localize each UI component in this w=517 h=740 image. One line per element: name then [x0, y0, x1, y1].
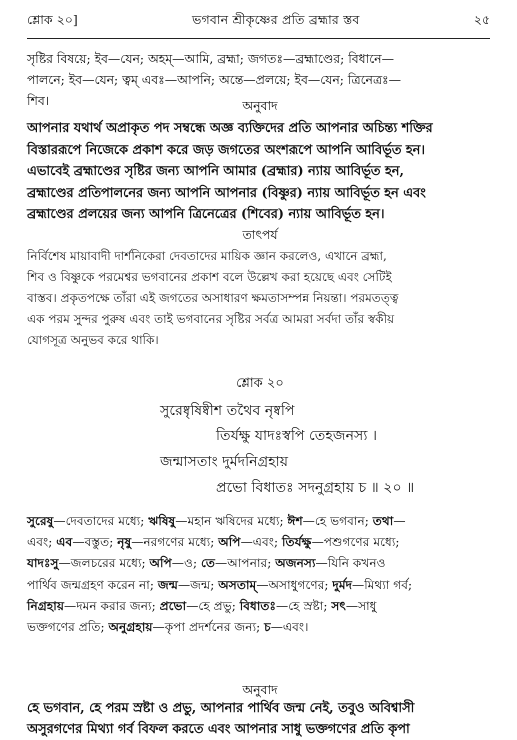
text-line: শিব ও বিষ্ণুকে পরমেশ্বর ভগবানের প্রকাশ বলে উল্লেখ করা হয়েছে এবং সেটিই — [27, 270, 392, 284]
text-line: যোগসূত্র অনুভব করে থাকি। — [27, 333, 159, 347]
synonym-headword: ঈশ — [287, 514, 303, 528]
synonym-headword: এব — [56, 535, 73, 550]
verse-line: তির্যক্ষু যাদঃস্বপি তেহজনস্য । — [216, 428, 378, 444]
synonym-headword: তথা — [372, 514, 394, 528]
translation-heading-2: অনুবাদ — [242, 682, 278, 697]
synonym-headword: অসতাম্ — [218, 577, 257, 592]
verse-line: প্রভো বিধাতঃ সদনুগ্রহায় চ ॥ ২০ ॥ — [216, 480, 415, 496]
purport-text — [27, 246, 493, 351]
synonym-headword: চ — [264, 620, 271, 635]
synonym-line — [27, 617, 493, 638]
text-line: ব্রহ্মাণ্ডের প্রলয়ের জন্য আপনি ত্রিনেত্রের (শিবের) ন্যায় আবির্ভূত হন। — [27, 207, 385, 222]
synonym-gloss: —এবং; — [240, 535, 283, 550]
synonym-headword: অপি — [218, 535, 241, 550]
text-line: সৃষ্টির বিষয়ে; ইব—যেন; অহম্—আমি, ব্রহ্মা; জগতঃ—ব্রহ্মাণ্ডের; বিধানে— — [27, 51, 394, 66]
synonym-gloss: —জলচরের মধ্যে; — [58, 556, 150, 571]
text-line: অসুরগণের মিথ্যা গর্ব বিফল করতে এবং আপনার সাধু ভক্তগণের প্রতি কৃপা — [27, 722, 410, 737]
translation-text — [27, 118, 493, 226]
text-line: শিব। — [27, 93, 50, 108]
synonym-headword: তে — [200, 556, 216, 571]
purport-heading: তাৎপর্য — [242, 227, 278, 242]
synonym-headword: জন্ম — [157, 577, 178, 592]
synonym-gloss: —জন্ম; — [177, 577, 219, 592]
translation-heading: অনুবাদ — [242, 98, 278, 113]
text-line: ব্রহ্মাণ্ডের প্রতিপালনের জন্য আপনি আপনার (বিষ্ণুর) ন্যায় আবির্ভূত হন এবং — [27, 185, 426, 201]
synonym-headword: তির্যক্ষু — [282, 535, 312, 550]
verse-line: সুরেষ্বৃষিষ্বীশ তথৈব নৃষ্বপি — [160, 403, 295, 419]
text-line: নির্বিশেষ মায়াবাদী দার্শনিকেরা দেবতাদের মায়িক জ্ঞান করলেও, এখানে ব্রহ্মা, — [27, 249, 387, 263]
synonym-gloss: —যিনি কখনও — [315, 556, 386, 571]
synonym-headword: বিধাতঃ — [239, 598, 277, 613]
verse-line: জন্মাসতাং দুর্মদনিগ্রহায় — [160, 454, 289, 470]
synonym-gloss: —নরগণের মধ্যে; — [131, 535, 219, 550]
text-line: বাস্তব। প্রকৃতপক্ষে তাঁরা এই জগতের অসাধারণ ক্ষমতাসম্পন্ন নিয়ন্তা। পরমতত্ত্ব — [27, 291, 399, 305]
synonym-headword: নিগ্রহায় — [27, 598, 65, 613]
synonym-gloss: —কৃপা প্রদর্শনের জন্য; — [152, 620, 265, 635]
synonym-headword: যাদঃসু — [27, 556, 59, 571]
synonym-headword: ঋষিষু — [148, 514, 176, 528]
synonym-headword: অজনস্য — [275, 556, 316, 571]
text-line: এভাবেই ব্রহ্মাণ্ডের সৃষ্টির জন্য আপনি আমার (ব্রহ্মার) ন্যায় আবির্ভূত হন, — [27, 164, 404, 179]
synonym-headword: সুরেষু — [27, 514, 54, 528]
synonym-gloss: —মহান ঋষিদের মধ্যে; — [175, 514, 288, 528]
synonym-gloss: —হে ভগবান; — [302, 514, 373, 528]
synonym-line — [27, 553, 493, 574]
synonym-gloss: —দেবতাদের মধ্যে; — [53, 514, 149, 528]
synonym-gloss: —মিথ্যা গর্ব; — [352, 577, 413, 592]
synonym-line — [27, 511, 493, 532]
verse-heading: শ্লোক ২০ — [236, 376, 284, 391]
synonym-gloss: —বস্তুত; — [72, 535, 118, 550]
synonym-headword: অনুগ্রহায় — [108, 620, 153, 635]
synonym-line — [27, 596, 493, 617]
synonym-gloss: —অসাধুগণের; — [256, 577, 333, 592]
synonym-headword: সৎ — [331, 598, 346, 613]
synonym-gloss: পার্থিব জন্মগ্রহণ করেন না; — [27, 577, 158, 592]
synonym-gloss: —এবং। — [270, 620, 309, 635]
text-line: বিস্তাররূপে নিজেকে প্রকাশ করে জড় জগতের অংশরূপে আপনি আবির্ভূত হন। — [27, 142, 425, 158]
synonym-gloss: —সাধু — [345, 598, 377, 613]
synonym-gloss: —হে স্রষ্টা; — [276, 598, 332, 613]
synonym-gloss: — — [393, 514, 406, 528]
page-number: ২৫ — [473, 12, 490, 27]
translation-text-2 — [27, 698, 493, 740]
header-verse-ref: শ্লোক ২০] — [27, 12, 78, 27]
synonym-gloss: —ও; — [171, 556, 201, 571]
synonym-headword: দুর্মদ — [332, 577, 352, 592]
synonym-gloss: —দমন করার জন্য; — [64, 598, 160, 613]
synonym-line — [27, 532, 493, 553]
synonym-gloss: —পশুগণের মধ্যে; — [311, 535, 400, 550]
synonym-gloss: —আপনার; — [215, 556, 276, 571]
synonym-gloss: ভক্তগণের প্রতি; — [27, 620, 109, 635]
synonyms — [27, 511, 493, 638]
text-line: হে ভগবান, হে পরম স্রষ্টা ও প্রভু, আপনার পার্থিব জন্ম নেই, তবুও অবিশ্বাসী — [27, 701, 415, 716]
synonym-line — [27, 575, 493, 596]
text-line: পালনে; ইব—যেন; ত্বম্ এবঃ—আপনি; অন্তে—প্রলয়ে; ইব—যেন; ত্রিনেত্রঃ— — [27, 72, 402, 87]
synonym-gloss: —হে প্রভু; — [186, 598, 240, 613]
synonym-headword: নৃষু — [117, 535, 132, 550]
synonym-headword: অপি — [149, 556, 172, 571]
synonym-gloss: এবং; — [27, 535, 57, 550]
header-chapter-title: ভগবান শ্রীকৃষ্ণের প্রতি ব্রহ্মার স্তব — [191, 12, 360, 27]
synonym-headword: প্রভো — [159, 598, 187, 613]
running-header — [27, 12, 490, 39]
text-line: এক পরম সুন্দর পুরুষ এবং তাই ভগবানের সৃষ্টির সর্বত্র আমরা সর্বদা তাঁর স্বকীয় — [27, 312, 395, 326]
text-line: আপনার যথার্থ অপ্রাকৃত পদ সম্বন্ধে অজ্ঞ ব্যক্তিদের প্রতি আপনার অচিন্ত্য শক্তির — [27, 121, 433, 136]
